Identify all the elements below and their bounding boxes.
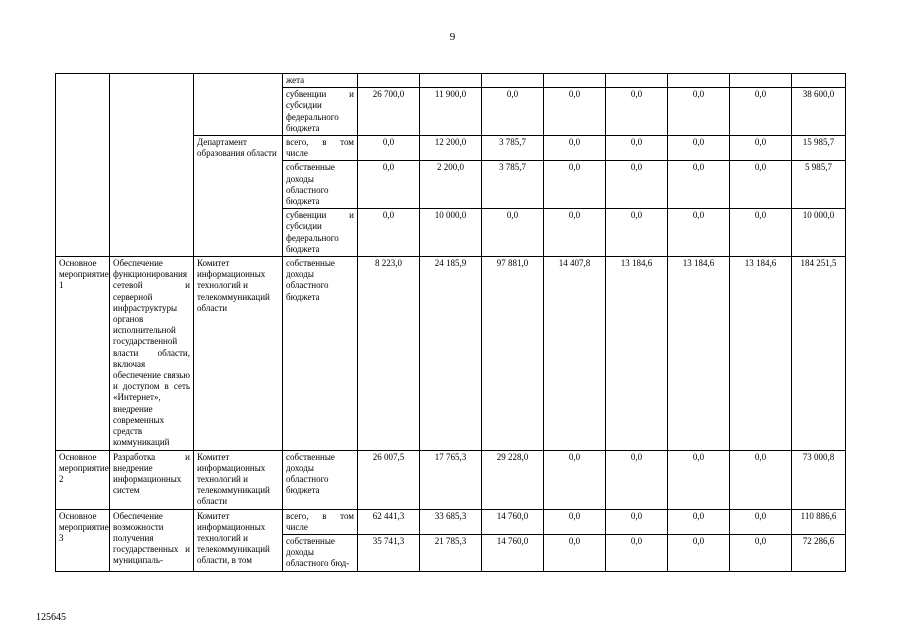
value-cell: 0,0	[668, 88, 730, 136]
value-cell: 0,0	[606, 136, 668, 161]
value-cell: 0,0	[358, 209, 420, 257]
value-cell: 26 007,5	[358, 450, 420, 509]
value-cell: 2 200,0	[420, 161, 482, 209]
value-cell: 10 000,0	[420, 209, 482, 257]
value-cell: 0,0	[668, 450, 730, 509]
value-cell: 0,0	[544, 161, 606, 209]
source-cell: собственные доходы областного бюджета	[283, 161, 358, 209]
value-cell: 0,0	[482, 88, 544, 136]
value-cell: 0,0	[730, 88, 792, 136]
value-cell: 11 900,0	[420, 88, 482, 136]
source-cell: собственные доходы областного бюд-	[283, 534, 358, 571]
executor-cell: Комитет информационных технологий и телекоммуникаций области, в том	[194, 509, 283, 571]
page-number: 9	[449, 31, 456, 43]
value-cell: 0,0	[544, 450, 606, 509]
value-cell: 0,0	[730, 136, 792, 161]
value-cell: 0,0	[482, 209, 544, 257]
value-cell	[668, 74, 730, 88]
value-cell: 3 785,7	[482, 161, 544, 209]
table-body	[56, 74, 846, 572]
value-cell: 35 741,3	[358, 534, 420, 571]
measure-cell: Основное мероприятие 1	[56, 257, 110, 450]
value-cell: 13 184,6	[668, 257, 730, 450]
value-cell: 14 760,0	[482, 534, 544, 571]
value-cell: 73 000,8	[792, 450, 846, 509]
value-cell: 0,0	[544, 209, 606, 257]
measure-cell	[56, 74, 110, 257]
value-cell: 0,0	[668, 509, 730, 534]
value-cell	[730, 74, 792, 88]
source-cell: субвенции и субсидии федерального бюджета	[283, 209, 358, 257]
value-cell: 21 785,3	[420, 534, 482, 571]
value-cell: 0,0	[668, 534, 730, 571]
executor-cell: Комитет информационных технологий и телекоммуникаций области	[194, 450, 283, 509]
source-cell: всего, в том числе	[283, 136, 358, 161]
value-cell: 0,0	[358, 136, 420, 161]
value-cell: 0,0	[606, 534, 668, 571]
value-cell: 0,0	[606, 88, 668, 136]
value-cell: 0,0	[606, 209, 668, 257]
value-cell: 15 985,7	[792, 136, 846, 161]
table-row	[56, 74, 846, 88]
measure-name-cell	[110, 74, 194, 257]
value-cell: 14 407,8	[544, 257, 606, 450]
value-cell: 184 251,5	[792, 257, 846, 450]
value-cell	[606, 74, 668, 88]
value-cell	[420, 74, 482, 88]
value-cell: 38 600,0	[792, 88, 846, 136]
table-row	[56, 257, 846, 450]
measure-name-cell: Обеспечение функционирования сетевой и серверной инфраструктуры органов исполнительной государственной власти области, включая обеспечение связью и доступом в сеть «Интернет», внедрение современных средств коммуникаций	[110, 257, 194, 450]
document-code: 125645	[36, 612, 66, 623]
source-cell: всего, в том числе	[283, 509, 358, 534]
measure-cell: Основное мероприятие 2	[56, 450, 110, 509]
value-cell: 0,0	[730, 450, 792, 509]
value-cell: 17 765,3	[420, 450, 482, 509]
value-cell: 110 886,6	[792, 509, 846, 534]
value-cell: 97 881,0	[482, 257, 544, 450]
value-cell: 0,0	[668, 136, 730, 161]
value-cell	[792, 74, 846, 88]
value-cell: 13 184,6	[606, 257, 668, 450]
value-cell: 0,0	[668, 161, 730, 209]
value-cell: 62 441,3	[358, 509, 420, 534]
table-row	[56, 450, 846, 509]
value-cell: 0,0	[544, 509, 606, 534]
source-cell: жета	[283, 74, 358, 88]
value-cell: 13 184,6	[730, 257, 792, 450]
value-cell: 33 685,3	[420, 509, 482, 534]
value-cell: 0,0	[544, 88, 606, 136]
value-cell: 12 200,0	[420, 136, 482, 161]
value-cell: 0,0	[730, 509, 792, 534]
value-cell: 29 228,0	[482, 450, 544, 509]
value-cell: 0,0	[730, 161, 792, 209]
value-cell: 14 760,0	[482, 509, 544, 534]
source-cell: собственные доходы областного бюджета	[283, 450, 358, 509]
value-cell: 72 286,6	[792, 534, 846, 571]
funding-table	[55, 73, 846, 572]
value-cell: 0,0	[606, 450, 668, 509]
measure-name-cell: Обеспечение возможности получения государственных и муниципаль-	[110, 509, 194, 571]
value-cell: 0,0	[606, 509, 668, 534]
executor-cell: Комитет информационных технологий и телекоммуникаций области	[194, 257, 283, 450]
value-cell	[482, 74, 544, 88]
measure-cell: Основное мероприятие 3	[56, 509, 110, 571]
value-cell: 26 700,0	[358, 88, 420, 136]
value-cell: 8 223,0	[358, 257, 420, 450]
value-cell	[358, 74, 420, 88]
value-cell: 0,0	[606, 161, 668, 209]
value-cell: 10 000,0	[792, 209, 846, 257]
executor-cell: Департамент образования области	[194, 136, 283, 257]
executor-cell	[194, 74, 283, 136]
source-cell: субвенции и субсидии федерального бюджета	[283, 88, 358, 136]
table-row	[56, 509, 846, 534]
value-cell: 3 785,7	[482, 136, 544, 161]
value-cell	[544, 74, 606, 88]
measure-name-cell: Разработка и внедрение информационных систем	[110, 450, 194, 509]
value-cell: 0,0	[544, 136, 606, 161]
source-cell: собственные доходы областного бюджета	[283, 257, 358, 450]
value-cell: 0,0	[730, 534, 792, 571]
value-cell: 0,0	[668, 209, 730, 257]
value-cell: 0,0	[730, 209, 792, 257]
value-cell: 0,0	[544, 534, 606, 571]
value-cell: 0,0	[358, 161, 420, 209]
value-cell: 5 985,7	[792, 161, 846, 209]
value-cell: 24 185,9	[420, 257, 482, 450]
